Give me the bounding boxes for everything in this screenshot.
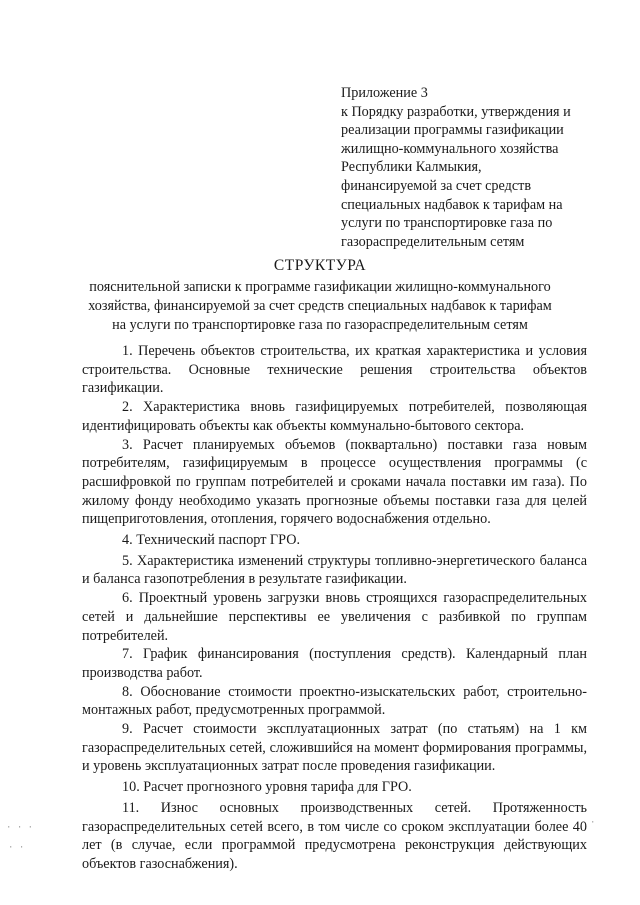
structure-item-9: 9. Расчет стоимости эксплуатационных затрат (по статьям) на 1 км газораспределительных сетей, сложившийся на момент формирования программы, и уровень эксплуатационных затрат после проведения газификации. [82,721,587,775]
appendix-line: газораспределительным сетям [341,233,525,250]
scan-noise-mark: · · [8,843,25,853]
appendix-line: финансируемой за счет средств [341,177,532,194]
structure-item-7: 7. График финансирования (поступления средств). Календарный план производства работ. [82,646,587,681]
appendix-note [341,84,611,251]
structure-item-2: 2. Характеристика вновь газифицируемых потребителей, позволяющая идентифицировать объекты как объекты коммунально-бытового сектора. [82,399,587,434]
structure-item-10: 10. Расчет прогнозного уровня тарифа для ГРО. [122,779,412,796]
appendix-line: к Порядку разработки, утверждения и [341,103,571,120]
structure-item-11: 11. Износ основных производственных сетей. Протяженность газораспределительных сетей всего, в том числе со сроком эксплуатации более 40 лет (в случае, если программой предусмотрена реконструкция действующих объектов газоснабжения). [82,799,587,872]
structure-item-6: 6. Проектный уровень загрузки вновь строящихся газораспределительных сетей и дальнейшие перспективы ее увеличения с разбивкой по группам потребителей. [82,590,587,644]
structure-item-8: 8. Обоснование стоимости проектно-изыскательских работ, строительно-монтажных работ, предусмотренных программой. [82,683,587,719]
appendix-line: Республики Калмыкия, [341,159,482,176]
structure-item-5: 5. Характеристика изменений структуры топливно-энергетического баланса и баланса газопотребления в результате газификации. [82,552,587,588]
structure-item-4: 4. Технический паспорт ГРО. [122,532,300,549]
subtitle-line: на услуги по транспортировке газа по газораспределительным сетям [112,316,528,333]
appendix-line: услуги по транспортировке газа по [341,215,553,232]
document-title: СТРУКТУРА [273,257,367,274]
document-subtitle [60,278,580,334]
structure-list [82,342,587,874]
structure-item-1: 1. Перечень объектов строительства, их краткая характеристика и условия строительства. Основные технические решения строительства объектов газификации. [82,343,587,397]
appendix-line: специальных надбавок к тарифам на [341,196,563,213]
subtitle-line: хозяйства, финансируемой за счет средств специальных надбавок к тарифам [88,297,552,314]
subtitle-line: пояснительной записки к программе газификации жилищно-коммунального [89,279,551,295]
appendix-line: Приложение 3 [341,85,428,101]
scan-noise-mark: · [590,818,596,828]
structure-item-3: 3. Расчет планируемых объемов (поквартально) поставки газа новым потребителям, газифицируемым в процессе осуществления программы (с расшифровкой по группам потребителей и сроками начала поставки им газа). По жилому фонду необходимо указать прогнозные объемы поставки газа для целей пищеприготовления, отопления, горячего водоснабжения отдельно. [82,436,587,528]
appendix-line: реализации программы газификации [341,122,564,139]
scan-noise-mark: · · · [6,823,34,833]
appendix-line: жилищно-коммунального хозяйства [341,140,559,157]
